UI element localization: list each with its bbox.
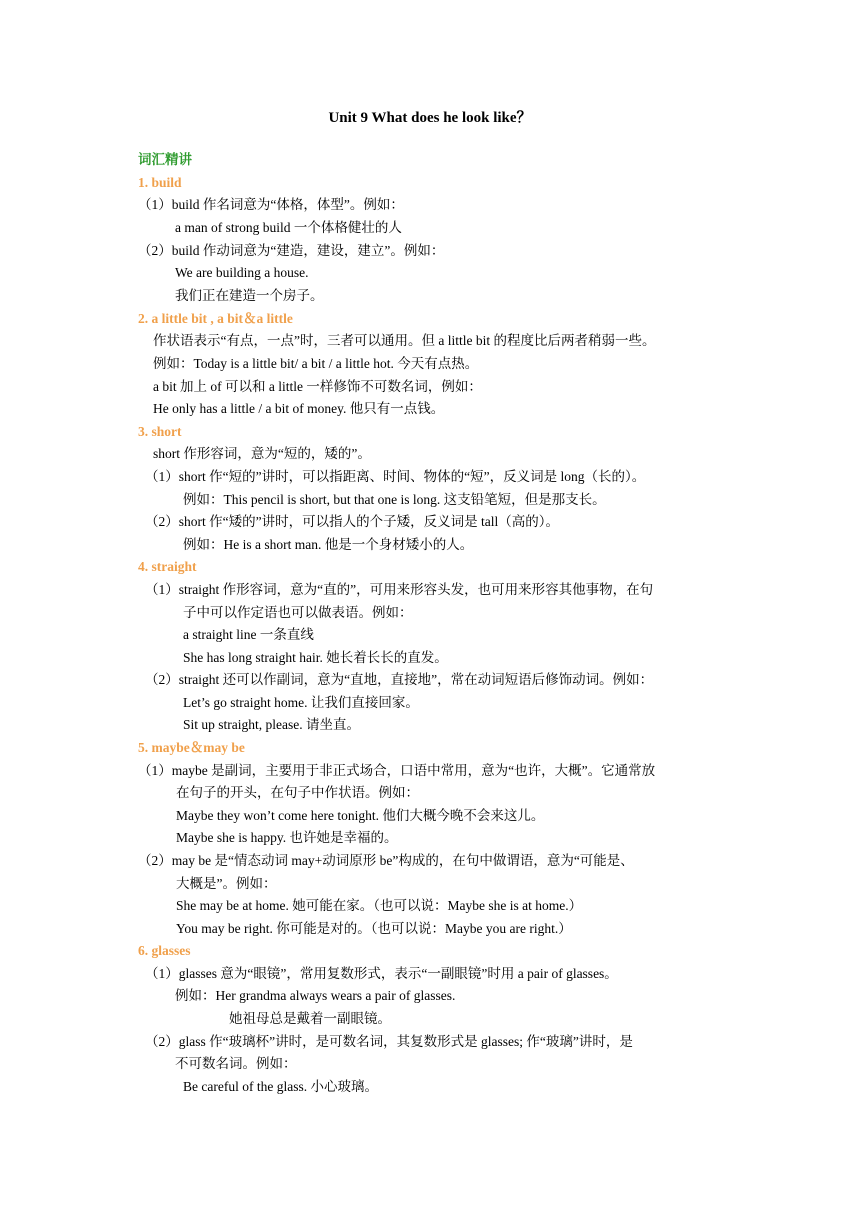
text-line: We are building a house. [175, 265, 309, 280]
section-heading: 词汇精讲 [138, 152, 192, 167]
text-line: （1）build 作名词意为“体格，体型”。例如： [138, 197, 404, 212]
text-line: （1）short 作“短的”讲时，可以指距离、时间、物体的“短”，反义词是 long（长的）。 [145, 469, 646, 484]
text-line: 例如：He is a short man. 他是一个身材矮小的人。 [183, 537, 474, 552]
item-heading-maybe: 5. maybe＆may be [138, 740, 245, 755]
text-line: 例如：Her grandma always wears a pair of glasses. [175, 988, 456, 1003]
text-line: （2）short 作“矮的”讲时，可以指人的个子矮，反义词是 tall（高的）。 [145, 514, 559, 529]
text-line: He only has a little / a bit of money. 他只有一点钱。 [153, 401, 445, 416]
item-heading-straight: 4. straight [138, 559, 197, 574]
text-line: 我们正在建造一个房子。 [175, 288, 324, 303]
item-heading-short: 3. short [138, 424, 182, 439]
text-line: （1）straight 作形容词，意为“直的”，可用来形容头发，也可用来形容其他事物，在句 [145, 582, 654, 597]
text-line: Be careful of the glass. 小心玻璃。 [183, 1079, 378, 1094]
text-line: （2）glass 作“玻璃杯”讲时，是可数名词，其复数形式是 glasses; 作“玻璃”讲时，是 [145, 1034, 633, 1049]
item-heading-glasses: 6. glasses [138, 943, 191, 958]
text-line: Maybe they won’t come here tonight. 他们大概今晚不会来这儿。 [176, 808, 545, 823]
item-heading-a-little-bit: 2. a little bit , a bit＆a little [138, 311, 293, 326]
text-line: You may be right. 你可能是对的。（也可以说：Maybe you are right.） [176, 921, 572, 936]
text-line: short 作形容词，意为“短的，矮的”。 [153, 446, 371, 461]
text-line: Sit up straight, please. 请坐直。 [183, 717, 360, 732]
text-line: 不可数名词。例如： [175, 1056, 297, 1071]
text-line: （1）maybe 是副词，主要用于非正式场合，口语中常用，意为“也许，大概”。它通常放 [138, 763, 656, 778]
text-line: 大概是”。例如： [176, 876, 277, 891]
text-line: She may be at home. 她可能在家。（也可以说：Maybe she is at home.） [176, 898, 583, 913]
text-line: Let’s go straight home. 让我们直接回家。 [183, 695, 419, 710]
text-line: （2）straight 还可以作副词，意为“直地，直接地”，常在动词短语后修饰动词。例如： [145, 672, 654, 687]
text-line: 例如：This pencil is short, but that one is long. 这支铅笔短，但是那支长。 [183, 492, 606, 507]
text-line: a man of strong build 一个体格健壮的人 [175, 220, 402, 235]
text-line: （1）glasses 意为“眼镜”，常用复数形式，表示“一副眼镜”时用 a pair of glasses。 [145, 966, 618, 981]
text-line: 在句子的开头，在句子中作状语。例如： [176, 785, 419, 800]
text-line: a straight line 一条直线 [183, 627, 314, 642]
item-heading-build: 1. build [138, 175, 182, 190]
text-line: 子中可以作定语也可以做表语。例如： [183, 605, 413, 620]
text-line: （2）may be 是“情态动词 may+动词原形 be”构成的，在句中做谓语，意为“可能是、 [138, 853, 634, 868]
text-line: 作状语表示“有点，一点”时，三者可以通用。但 a little bit 的程度比后两者稍弱一些。 [153, 333, 656, 348]
text-line: （2）build 作动词意为“建造，建设，建立”。例如： [138, 243, 445, 258]
text-line: a bit 加上 of 可以和 a little 一样修饰不可数名词，例如： [153, 379, 482, 394]
page-title: Unit 9 What does he look like？ [328, 110, 532, 126]
text-line: She has long straight hair. 她长着长长的直发。 [183, 650, 448, 665]
text-line: Maybe she is happy. 也许她是幸福的。 [176, 830, 398, 845]
text-line: 她祖母总是戴着一副眼镜。 [229, 1011, 391, 1026]
text-line: 例如：Today is a little bit/ a bit / a little hot. 今天有点热。 [153, 356, 479, 371]
